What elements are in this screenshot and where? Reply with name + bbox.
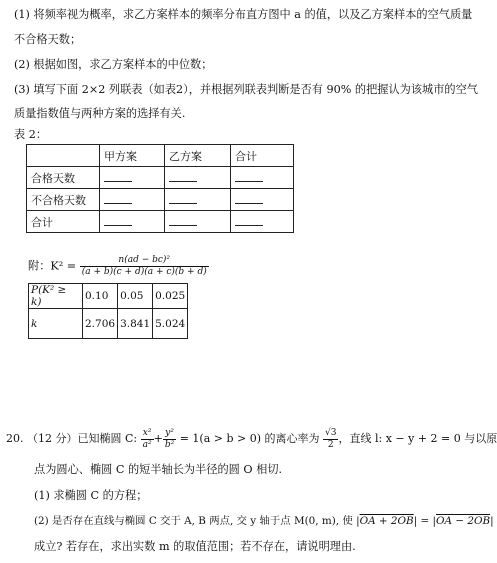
ellipse-den1: a²	[142, 439, 152, 450]
q2-end: |	[490, 515, 494, 527]
row-label-total: 合计	[27, 211, 100, 233]
p20-line1	[6, 426, 497, 452]
line-text: ，直线 l: x − y + 2 = 0 与以原	[338, 432, 497, 445]
crit-cell: 0.025	[153, 284, 188, 309]
table-row	[29, 309, 188, 339]
problem-number: 20.	[6, 432, 24, 445]
contingency-table	[26, 144, 294, 233]
critical-value-table	[28, 283, 188, 339]
blank-cell	[231, 167, 294, 189]
p20-q2-line1	[34, 514, 494, 528]
k-squared-formula	[28, 255, 209, 278]
table-header-a: 甲方案	[100, 145, 165, 167]
crit-cell: 0.05	[118, 284, 153, 309]
blank-cell	[165, 189, 231, 211]
blank-cell	[231, 211, 294, 233]
crit-cell: 0.10	[83, 284, 118, 309]
blank-cell	[231, 189, 294, 211]
ellipse-condition: = 1(a > b > 0) 的离心率为	[179, 432, 320, 445]
p19-q3-line2: 质量指数值与两种方案的选择有关.	[14, 107, 186, 120]
ecc-den: 2	[327, 439, 334, 450]
p19-q1-line2: 不合格天数；	[14, 33, 82, 46]
table-header-total: 合计	[231, 145, 294, 167]
table-header-b: 乙方案	[165, 145, 231, 167]
table-row	[27, 167, 294, 189]
p20-q2-line2: 成立? 若存在，求出实数 m 的取值范围；若不存在，请说明理由.	[34, 540, 356, 553]
table-row	[29, 284, 188, 309]
vector-sum: OA + 2OB	[359, 515, 414, 527]
p20-points: （12 分）已知椭圆 C:	[27, 432, 138, 445]
formula-numerator: n(ad − bc)²	[80, 255, 209, 267]
blank-cell	[165, 167, 231, 189]
plus-sign: +	[153, 432, 163, 445]
row-label-qualified: 合格天数	[27, 167, 100, 189]
crit-k-label: k	[29, 309, 83, 339]
formula-fraction	[80, 255, 209, 278]
table-row	[27, 211, 294, 233]
table-row	[27, 145, 294, 167]
ellipse-term1	[141, 428, 154, 451]
eccentricity	[323, 428, 338, 451]
p20-q1: (1) 求椭圆 C 的方程；	[34, 489, 148, 502]
ellipse-den2: b²	[164, 439, 175, 450]
ellipse-num2: y²	[163, 428, 176, 440]
q2-part1: (2) 是否存在直线与椭圆 C 交于 A, B 两点, 交 y 轴于点 M(0, m), 使 |	[34, 515, 360, 527]
p19-q1-line1: (1) 将频率视为概率，求乙方案样本的频率分布直方图中 a 的值，以及乙方案样本的空气质量	[14, 8, 473, 21]
formula-prefix: 附：K² =	[28, 259, 77, 273]
p19-q3-line1: (3) 填写下面 2×2 列联表（如表2），并根据列联表判断是否有 90% 的把握认为该城市的空气	[14, 83, 478, 96]
crit-cell: 3.841	[118, 309, 153, 339]
table-header-empty	[27, 145, 100, 167]
crit-cell: 2.706	[83, 309, 118, 339]
p19-q2: (2) 根据如图，求乙方案样本的中位数；	[14, 58, 213, 71]
formula-denominator: (a + b)(c + d)(a + c)(b + d)	[81, 267, 207, 277]
blank-cell	[100, 167, 165, 189]
row-label-unqualified: 不合格天数	[27, 189, 100, 211]
ellipse-term2	[163, 428, 176, 451]
vector-diff: OA − 2OB	[436, 515, 491, 527]
blank-cell	[100, 189, 165, 211]
table-caption: 表 2：	[14, 128, 48, 141]
blank-cell	[100, 211, 165, 233]
crit-cell: 5.024	[153, 309, 188, 339]
ecc-num: √3	[325, 427, 337, 438]
crit-header: P(K² ≥ k)	[29, 284, 83, 309]
p20-line2: 点为圆心、椭圆 C 的短半轴长为半径的圆 O 相切.	[34, 463, 283, 476]
q2-mid: | = |	[413, 515, 437, 527]
ellipse-num1: x²	[141, 428, 154, 440]
table-row	[27, 189, 294, 211]
blank-cell	[165, 211, 231, 233]
